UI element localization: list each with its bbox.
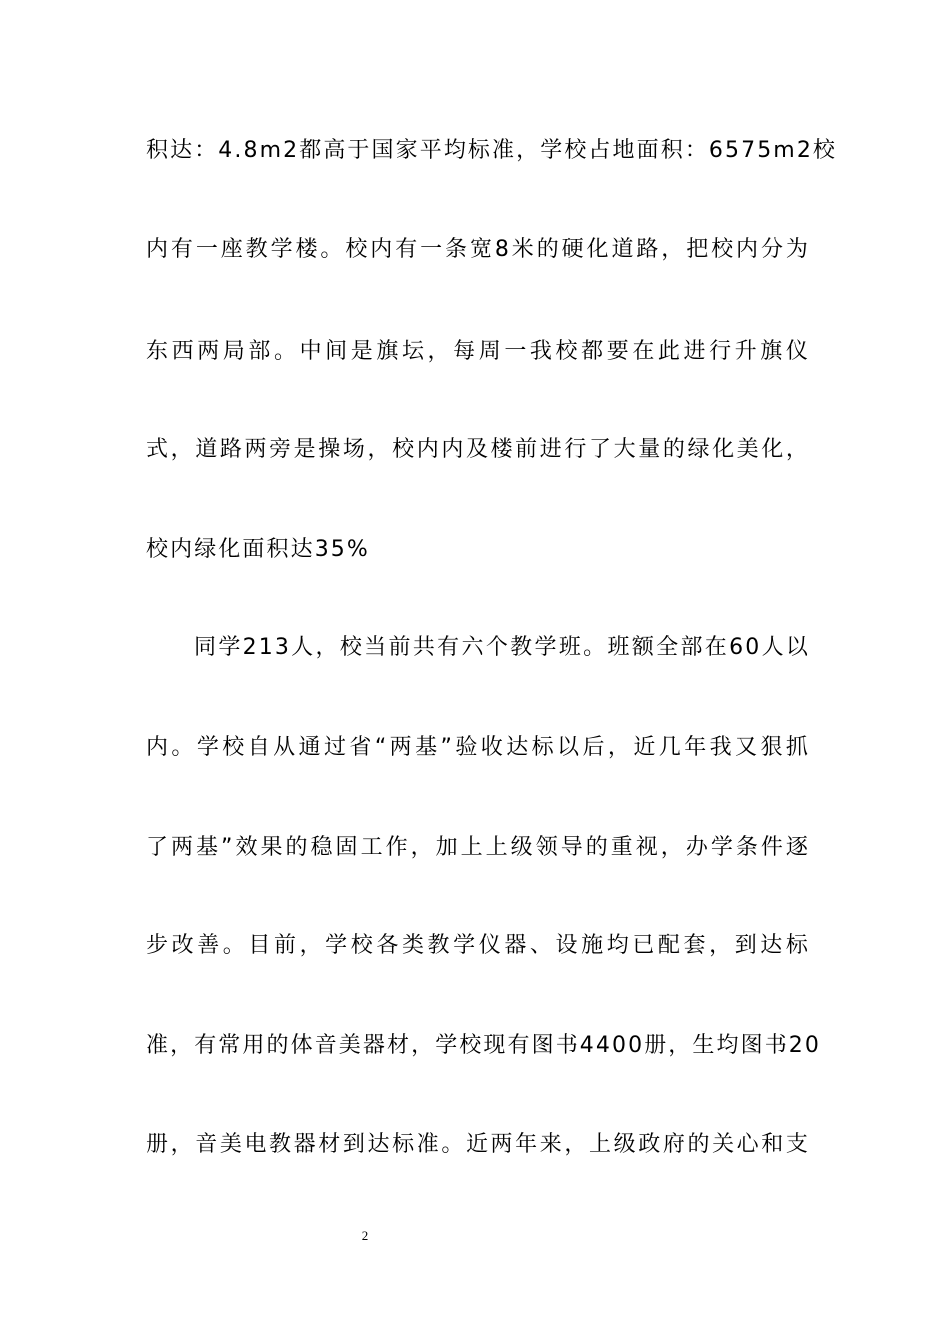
text-line-3: 东西两局部。中间是旗坛，每周一我校都要在此进行升旗仪 <box>146 339 810 364</box>
text-line-4: 式，道路两旁是操场，校内内及楼前进行了大量的绿化美化， <box>146 437 810 462</box>
text-line-10: 准，有常用的体音美器材，学校现有图书4400册，生均图书20 <box>146 1033 821 1058</box>
text-line-11: 册，音美电教器材到达标准。近两年来，上级政府的关心和支 <box>146 1132 810 1157</box>
text-line-6: 同学213人，校当前共有六个教学班。班额全部在60人以 <box>194 635 810 660</box>
text-line-9: 步改善。目前，学校各类教学仪器、设施均已配套，到达标 <box>146 933 810 958</box>
text-line-2: 内有一座教学楼。校内有一条宽8米的硬化道路，把校内分为 <box>146 237 810 262</box>
text-line-1: 积达：4.8m2都高于国家平均标准，学校占地面积：6575m2校 <box>146 138 838 163</box>
text-line-8: 了两基”效果的稳固工作，加上上级领导的重视，办学条件逐 <box>146 835 810 860</box>
page-number: 2 <box>361 1228 369 1243</box>
text-line-7: 内。学校自从通过省“两基”验收达标以后，近几年我又狠抓 <box>146 735 810 760</box>
text-line-5: 校内绿化面积达35% <box>146 537 370 562</box>
